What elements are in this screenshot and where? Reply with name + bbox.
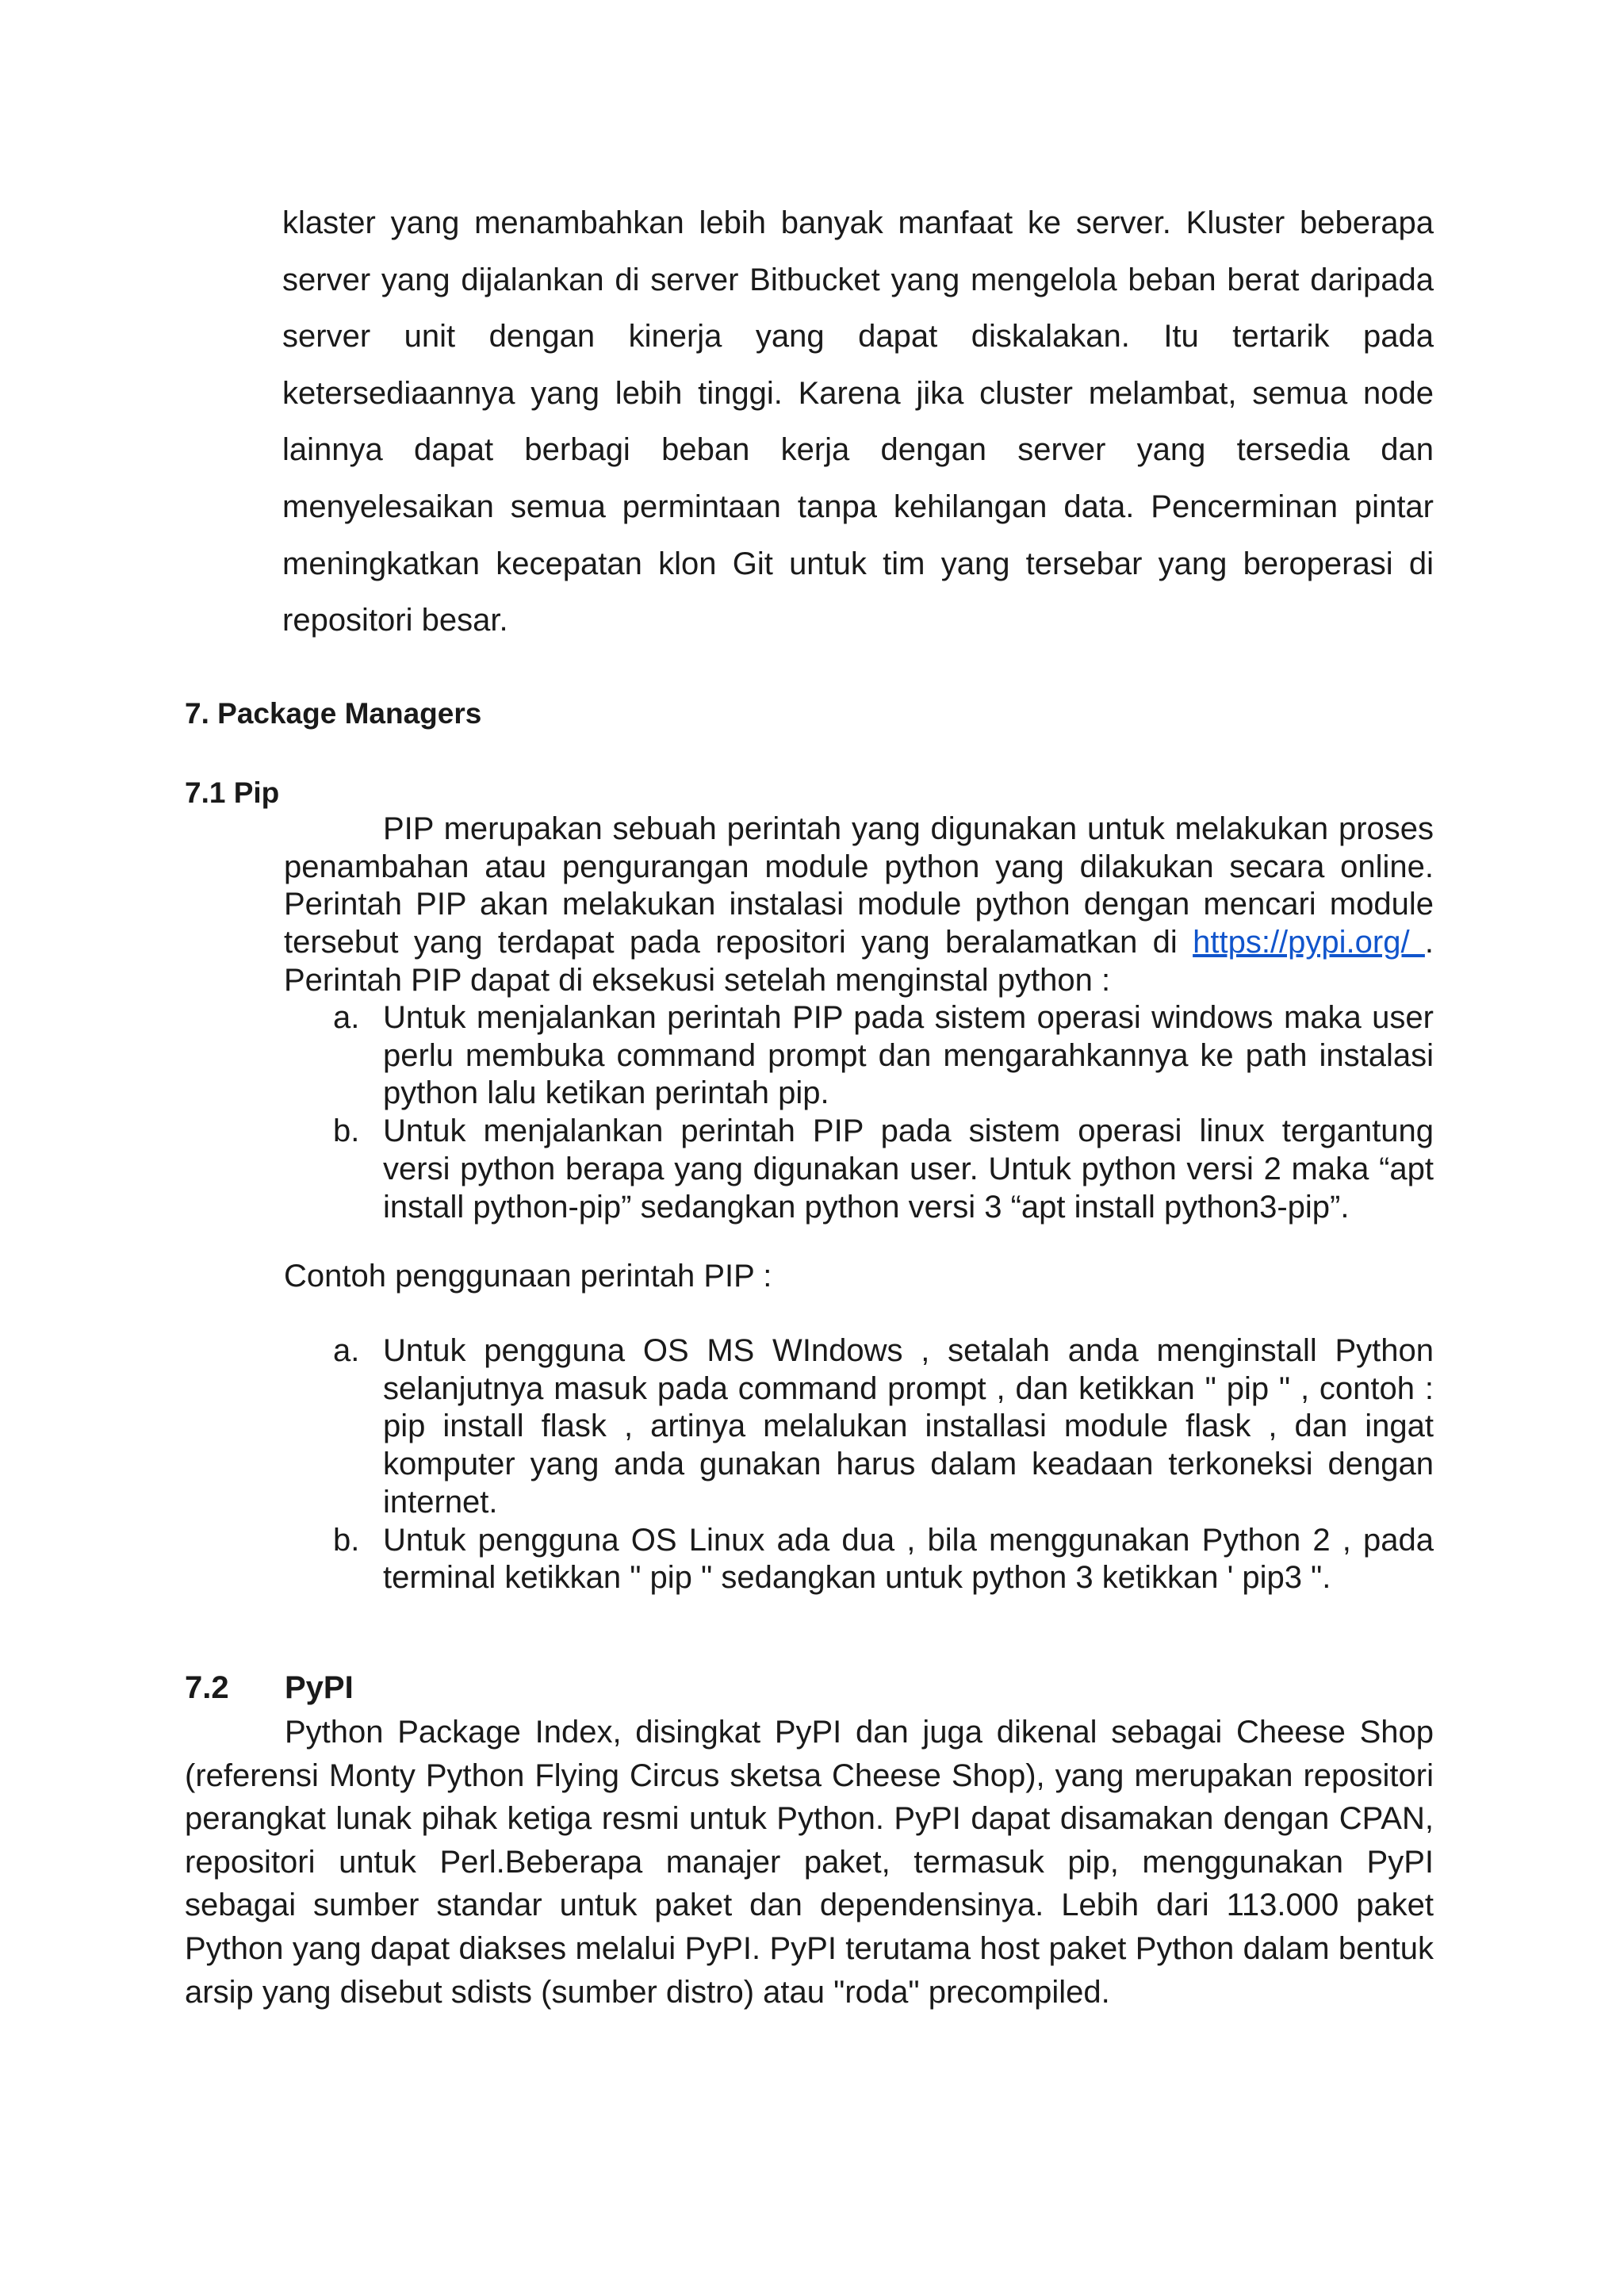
pypi-link[interactable]: https://pypi.org/: [1193, 925, 1425, 960]
subsection-heading-pypi: [185, 1669, 354, 1707]
pip-example-list: [284, 1332, 1434, 1597]
pip-example-intro: Contoh penggunaan perintah PIP :: [284, 1259, 772, 1294]
list-item-text: Untuk menjalankan perintah PIP pada sistem operasi linux tergantung versi python berapa yang digunakan user. Untuk python versi 2 maka “apt install python-pip” sedangkan python versi 3 “apt install python3-pip”.: [383, 1114, 1434, 1225]
list-marker: a.: [333, 1000, 360, 1035]
pip-execution-list: [284, 999, 1434, 1226]
intro-paragraph: klaster yang menambahkan lebih banyak manfaat ke server. Kluster beberapa server yang dijalankan di server Bitbucket yang mengelola beban berat daripada server unit dengan kinerja yang dapat diskalakan. Itu tertarik pada ketersediaannya yang lebih tinggi. Karena jika cluster melambat, semua node lainnya dapat berbagi beban kerja dengan server yang tersedia dan menyelesaikan semua permintaan tanpa kehilangan data. Pencerminan pintar meningkatkan kecepatan klon Git untuk tim yang tersebar yang beroperasi di repositori besar.: [282, 205, 1434, 638]
subsection-number: 7.2: [185, 1670, 229, 1705]
list-item: [284, 999, 1434, 1113]
section-heading-package-managers: 7. Package Managers: [185, 697, 482, 730]
subsection-title: PyPI: [285, 1670, 354, 1705]
pip-paragraph-text-after-link: . Perintah PIP dapat di eksekusi setelah menginstal python :: [284, 925, 1434, 998]
list-item-text: Untuk pengguna OS Linux ada dua , bila menggunakan Python 2 , pada terminal ketikkan " pip " sedangkan untuk python 3 ketikkan ' pip3 ".: [383, 1522, 1434, 1596]
list-marker: b.: [333, 1522, 360, 1558]
subsection-heading-pip: 7.1 Pip: [185, 776, 280, 809]
list-marker: b.: [333, 1114, 360, 1149]
list-item: [284, 1332, 1434, 1522]
list-item: [284, 1113, 1434, 1226]
list-item-text: Untuk pengguna OS MS WIndows , setalah anda menginstall Python selanjutnya masuk pada command prompt , dan ketikkan " pip " , contoh : pip install flask , artinya melalukan installasi module flask , dan ingat komputer yang anda gunakan harus dalam keadaan terkoneksi dengan internet.: [383, 1333, 1434, 1520]
pip-paragraph-text-before-link: PIP merupakan sebuah perintah yang digunakan untuk melakukan proses penambahan atau pengurangan module python yang dilakukan secara online. Perintah PIP akan melakukan instalasi module python dengan mencari module tersebut yang terdapat pada repositori yang beralamatkan di: [284, 811, 1434, 960]
pypi-paragraph: Python Package Index, disingkat PyPI dan juga dikenal sebagai Cheese Shop (referensi Monty Python Flying Circus sketsa Cheese Shop), yang merupakan repositori perangkat lunak pihak ketiga resmi untuk Python. PyPI dapat disamakan dengan CPAN, repositori untuk Perl.Beberapa manajer paket, termasuk pip, menggunakan PyPI sebagai sumber standar untuk paket dan dependensinya. Lebih dari 113.000 paket Python yang dapat diakses melalui PyPI. PyPI terutama host paket Python dalam bentuk arsip yang disebut sdists (sumber distro) atau "roda" precompiled.: [185, 1715, 1434, 2010]
list-marker: a.: [333, 1333, 360, 1368]
list-item: [284, 1522, 1434, 1597]
list-item-text: Untuk menjalankan perintah PIP pada sistem operasi windows maka user perlu membuka command prompt dan mengarahkannya ke path instalasi python lalu ketikan perintah pip.: [383, 1000, 1434, 1111]
pip-paragraph: [284, 811, 1434, 1000]
